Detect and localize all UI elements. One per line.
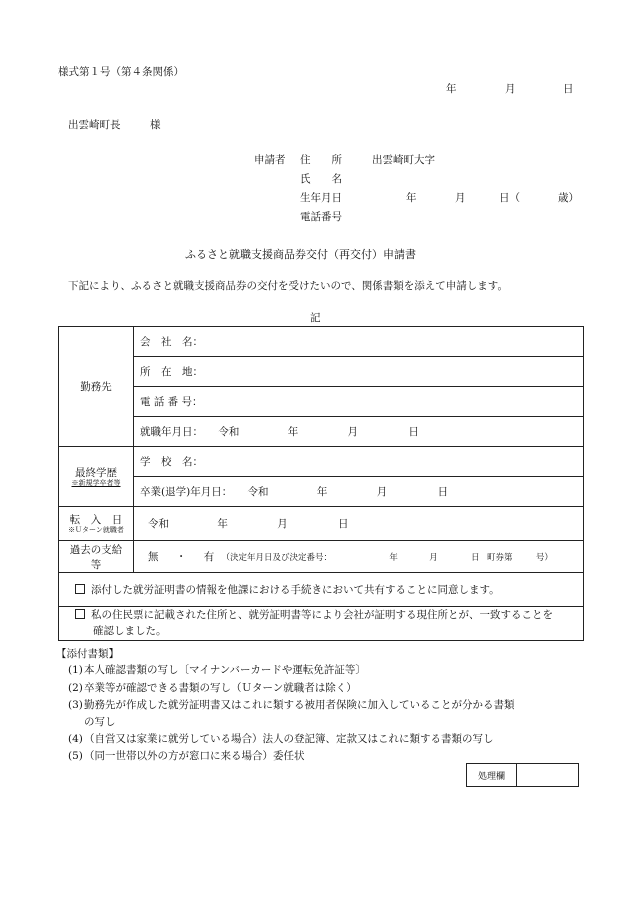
employment-year: 年	[287, 426, 299, 438]
past-day: 日	[471, 553, 480, 563]
past-month: 月	[429, 553, 438, 563]
workplace-label: 勤務先	[80, 381, 112, 393]
school-field[interactable]	[134, 447, 584, 477]
past-separator: ・	[175, 551, 187, 563]
location-field[interactable]	[134, 357, 584, 387]
date-year: 年	[446, 83, 457, 95]
graduation-day: 日	[437, 486, 449, 498]
form-number: 様式第１号（第４条関係）	[58, 66, 184, 78]
past-ticket-label: 町券第	[486, 553, 513, 563]
company-field[interactable]	[134, 327, 584, 357]
date-day: 日	[563, 83, 574, 95]
address-value: 出雲崎町大字	[372, 154, 435, 166]
consent-2-text-a: 私の住民票に記載された住所と、就労証明書等により会社が証明する現住所とが、一致することを	[91, 609, 553, 622]
past-support-field[interactable]	[134, 541, 584, 573]
ki-marker: 記	[310, 312, 321, 324]
past-ticket-suffix: 号）	[535, 553, 553, 563]
past-year: 年	[389, 553, 398, 563]
company-label: 会 社 名：	[140, 336, 203, 348]
birth-year: 年	[406, 192, 417, 204]
application-table	[58, 326, 584, 641]
location-label: 所 在 地：	[140, 366, 203, 378]
birth-age: 歳）	[558, 192, 579, 204]
birth-day: 日（	[499, 192, 520, 204]
intro-text: 下記により、ふるさと就職支援商品券の交付を受けたいので、関係書類を添えて申請します。	[68, 280, 508, 292]
graduation-year: 年	[316, 486, 328, 498]
past-label-cell	[59, 541, 134, 573]
address-label: 住 所	[300, 154, 342, 166]
attachment-item-4: (4)（自営又は家業に就労している場合）法人の登記簿、定款又はこれに類する書類の写し	[68, 733, 494, 745]
attachment-item-1: (1)本人確認書類の写し〔マイナンバーカードや運転免許証等〕	[68, 664, 366, 676]
consent-row-1	[59, 573, 584, 607]
past-detail-label: （決定年月日及び決定番号：	[221, 553, 333, 563]
name-label: 氏 名	[300, 173, 342, 185]
attachment-item-5: (5)（同一世帯以外の方が窓口に来る場合）委任状	[68, 750, 305, 762]
consent-2-text-b: 確認しました。	[93, 624, 167, 637]
movein-label-cell	[59, 507, 134, 541]
consent-2-checkbox[interactable]	[75, 609, 85, 619]
school-label: 学 校 名：	[140, 456, 203, 468]
past-none-option[interactable]: 無	[148, 551, 159, 563]
movein-era: 令和	[148, 518, 169, 530]
addressee: 出雲崎町長	[68, 119, 121, 131]
processing-label: 処理欄	[467, 764, 517, 787]
employment-date-field[interactable]	[134, 417, 584, 447]
attachments-heading: 【添付書類】	[56, 648, 119, 660]
processing-box	[466, 763, 579, 787]
movein-date-field[interactable]	[134, 507, 584, 541]
movein-note: ※Ｕターン就職者	[68, 526, 124, 535]
birth-label: 生年月日	[300, 192, 342, 204]
processing-field[interactable]	[517, 764, 579, 787]
movein-day: 日	[338, 518, 349, 530]
phone-label: 電話番号	[300, 211, 342, 223]
graduation-era: 令和	[247, 486, 269, 498]
movein-month: 月	[277, 518, 288, 530]
phone-field[interactable]	[134, 387, 584, 417]
education-label-cell	[59, 447, 134, 507]
education-label: 最終学歴	[75, 467, 117, 480]
graduation-date-field[interactable]	[134, 477, 584, 507]
employment-era: 令和	[218, 426, 240, 438]
workplace-label-cell	[59, 327, 134, 447]
employment-date-label: 就職年月日：	[140, 426, 203, 438]
document-title: ふるさと就職支援商品券交付（再交付）申請書	[185, 248, 416, 261]
education-note: ※新規学卒者等	[71, 479, 121, 488]
applicant-label: 申請者	[254, 154, 286, 166]
movein-label: 転 入 日	[69, 514, 123, 527]
graduation-month: 月	[376, 486, 388, 498]
consent-row-2	[59, 607, 584, 641]
honorific: 様	[150, 119, 161, 131]
movein-year: 年	[217, 518, 228, 530]
attachment-item-3-cont: の写し	[84, 716, 116, 728]
employment-day: 日	[408, 426, 419, 438]
attachment-item-2: (2)卒業等が確認できる書類の写し（Ｕターン就職者は除く）	[68, 682, 357, 694]
workplace-phone-label: 電 話 番 号：	[140, 396, 203, 408]
birth-month: 月	[455, 192, 466, 204]
attachment-item-3: (3)勤務先が作成した就労証明書又はこれに類する被用者保険に加入していることが分かる書類	[68, 699, 515, 711]
graduation-date-label: 卒業(退学)年月日：	[140, 486, 233, 498]
date-month: 月	[505, 83, 516, 95]
past-label: 過去の支給等	[69, 543, 123, 571]
past-yes-option[interactable]: 有	[203, 551, 215, 563]
consent-1-checkbox[interactable]	[75, 584, 85, 594]
consent-1-text: 添付した就労証明書の情報を他課における手続きにおいて共有することに同意します。	[91, 584, 500, 596]
employment-month: 月	[347, 426, 359, 438]
